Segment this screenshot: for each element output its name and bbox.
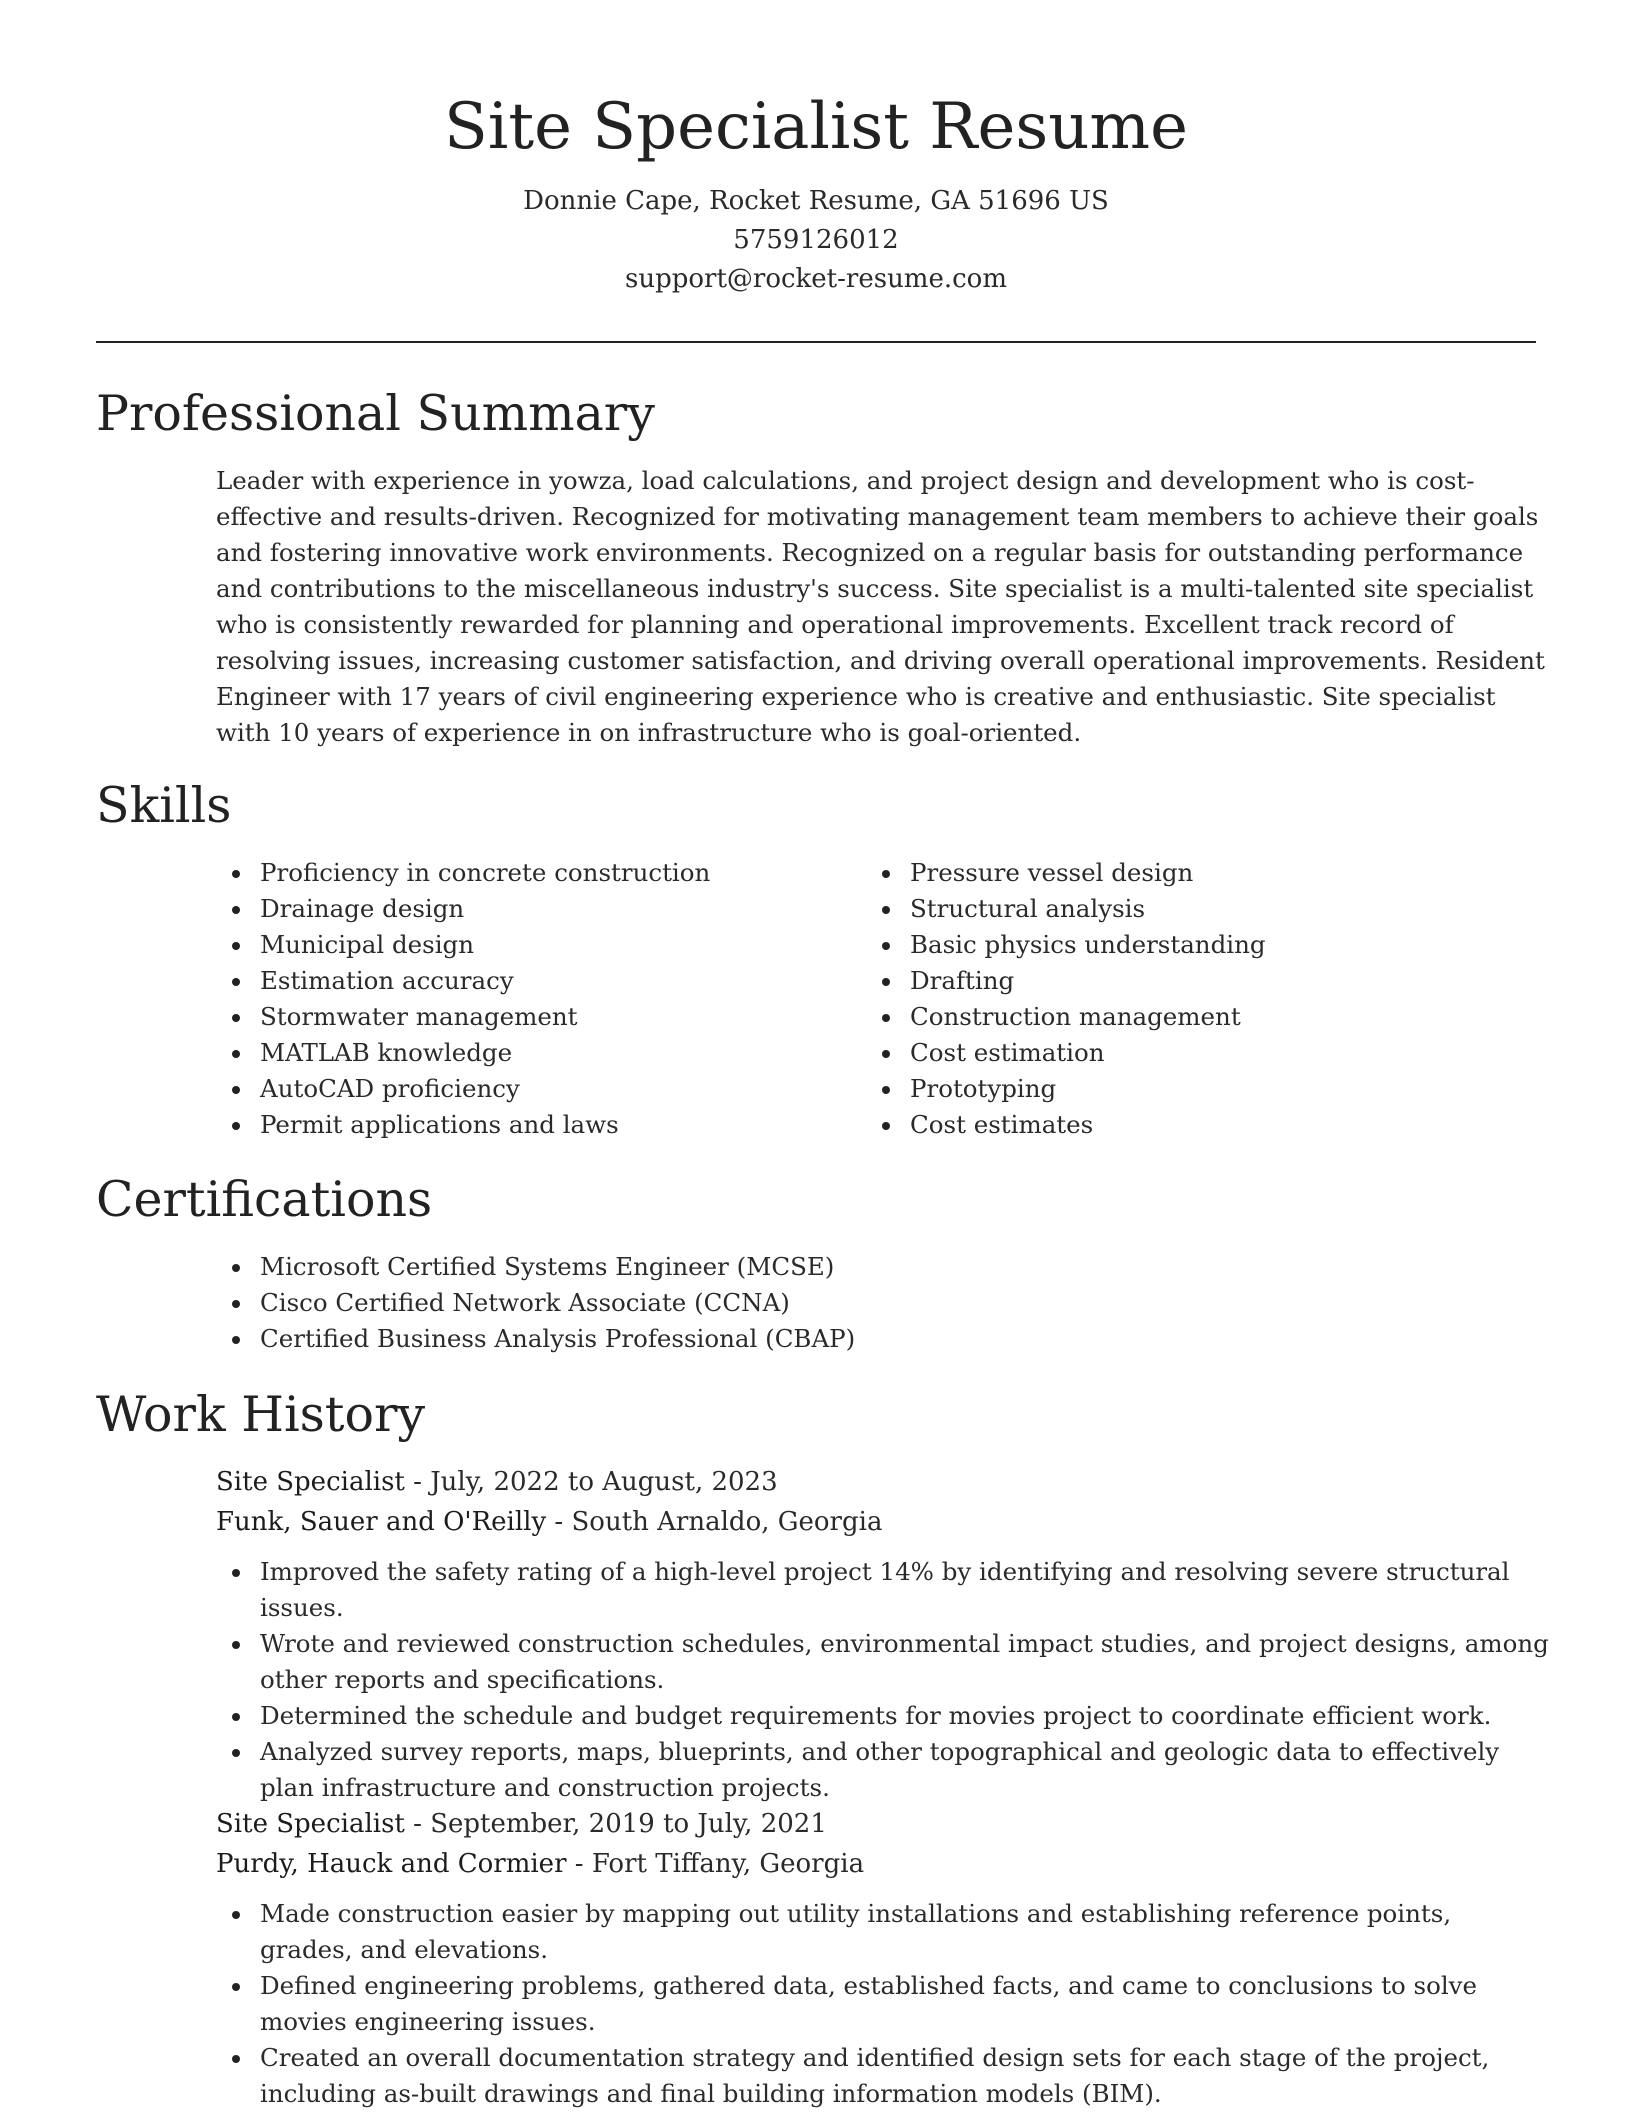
skill-item: MATLAB knowledge: [216, 1035, 836, 1071]
job-title: Site Specialist: [216, 1809, 405, 1839]
job-location: - Fort Tiffany, Georgia: [566, 1849, 865, 1879]
job-bullet: Analyzed survey reports, maps, blueprints, and other topographical and geologic data to effectively plan infrastructure and construction projects.: [216, 1734, 1550, 1806]
certification-item: Microsoft Certified Systems Engineer (MCSE): [216, 1249, 1546, 1285]
job-company: Purdy, Hauck and Cormier: [216, 1849, 567, 1879]
job-entry: [216, 1804, 1546, 2112]
job-bullets: [216, 1554, 1549, 1806]
job-bullet: Defined engineering problems, gathered data, established facts, and came to conclusions to solve movies engineering issues.: [216, 1968, 1550, 2040]
job-company: Funk, Sauer and O'Reilly: [216, 1507, 547, 1537]
job-dates: - July, 2022 to August, 2023: [404, 1467, 778, 1497]
page-title: Site Specialist Resume: [444, 90, 1188, 164]
skill-item: Permit applications and laws: [216, 1107, 836, 1143]
skill-item: Cost estimates: [866, 1107, 1486, 1143]
job-entry: [216, 1462, 1549, 1806]
job-bullet: Wrote and reviewed construction schedules, environmental impact studies, and project designs, among other reports and specifications.: [216, 1626, 1550, 1698]
skill-item: Cost estimation: [866, 1035, 1486, 1071]
skill-item: Pressure vessel design: [866, 855, 1486, 891]
contact-email: support@rocket-resume.com: [624, 264, 1007, 294]
summary-text: Leader with experience in yowza, load calculations, and project design and development who is cost-effective and results-driven. Recognized for motivating management team members to achieve their goals and fostering innovative work environments. Recognized on a regular basis for outstanding performance and contributions to the miscellaneous industry's success. Site specialist is a multi-talented site specialist who is consistently rewarded for planning and operational improvements. Excellent track record of resolving issues, increasing customer satisfaction, and driving overall operational improvements. Resident Engineer with 17 years of civil engineering experience who is creative and enthusiastic. Site specialist with 10 years of experience in on infrastructure who is goal-oriented.: [216, 466, 1545, 747]
skill-item: Drafting: [866, 963, 1486, 999]
skill-item: Construction management: [866, 999, 1486, 1035]
job-location: - South Arnaldo, Georgia: [546, 1507, 883, 1537]
certifications-heading: Certifications: [96, 1171, 433, 1228]
job-bullet: Improved the safety rating of a high-level project 14% by identifying and resolving severe structural issues.: [216, 1554, 1550, 1626]
skill-item: Municipal design: [216, 927, 836, 963]
header-divider: [96, 341, 1536, 343]
job-company-line: [216, 1502, 1546, 1542]
skill-item: Stormwater management: [216, 999, 836, 1035]
work-history-heading: Work History: [96, 1386, 426, 1443]
job-bullet: Determined the schedule and budget requirements for movies project to coordinate efficient work.: [216, 1698, 1550, 1734]
job-bullet: Made construction easier by mapping out utility installations and establishing reference points, grades, and elevations.: [216, 1896, 1550, 1968]
skills-list-left: [216, 855, 836, 1143]
skill-item: Drainage design: [216, 891, 836, 927]
skills-heading: Skills: [96, 777, 232, 834]
skill-item: AutoCAD proficiency: [216, 1071, 836, 1107]
skill-item: Prototyping: [866, 1071, 1486, 1107]
job-title: Site Specialist: [216, 1467, 405, 1497]
contact-info: [96, 182, 1536, 299]
contact-address: Donnie Cape, Rocket Resume, GA 51696 US: [523, 186, 1109, 216]
certifications-list: [216, 1249, 1546, 1357]
summary-heading: Professional Summary: [96, 385, 655, 442]
resume-header: [96, 82, 1536, 299]
job-company-line: [216, 1844, 1546, 1884]
job-title-line: [216, 1462, 1546, 1502]
contact-phone: 5759126012: [733, 225, 899, 255]
skill-item: Basic physics understanding: [866, 927, 1486, 963]
skill-item: Proficiency in concrete construction: [216, 855, 836, 891]
skill-item: Structural analysis: [866, 891, 1486, 927]
job-bullets: [216, 1896, 1546, 2112]
certification-item: Cisco Certified Network Associate (CCNA): [216, 1285, 1546, 1321]
job-bullet: Created an overall documentation strategy and identified design sets for each stage of the project, including as-built drawings and final building information models (BIM).: [216, 2040, 1550, 2112]
job-title-line: [216, 1804, 1546, 1844]
skills-list-right: [866, 855, 1486, 1143]
job-dates: - September, 2019 to July, 2021: [404, 1809, 827, 1839]
certification-item: Certified Business Analysis Professional (CBAP): [216, 1321, 1546, 1357]
skill-item: Estimation accuracy: [216, 963, 836, 999]
